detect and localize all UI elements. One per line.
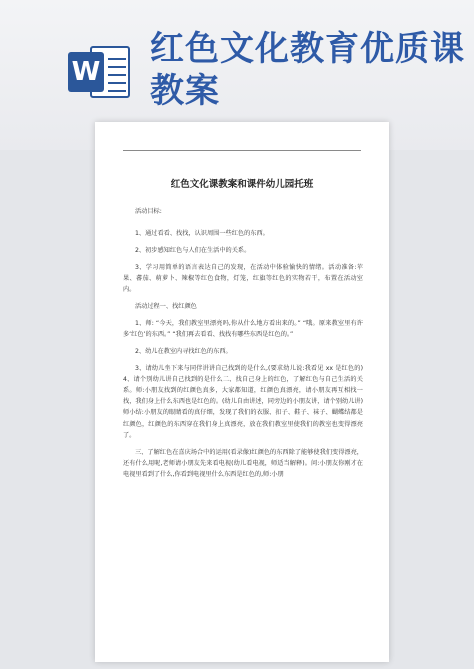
document-title: 红色文化课教案和课件幼儿园托班 bbox=[170, 179, 314, 190]
document-body bbox=[123, 206, 363, 486]
paragraph: 活动过程一、找红颜色 bbox=[135, 303, 197, 310]
header-rule bbox=[123, 150, 361, 151]
word-logo-letter: W bbox=[68, 52, 104, 92]
paragraph: 活动目标: bbox=[135, 208, 162, 215]
document-page bbox=[95, 122, 389, 662]
paragraph: 1、通过看看、找找，认识周围一些红色的东西。 bbox=[135, 230, 269, 238]
paragraph: 3、学习用简单的语言表达自己的发现，在活动中体验愉快的情绪。活动准备:苹果、蕃茄、萌萝卜、辣椒等红色食物，灯笼，红旗等红色的实物若干，布置在活动室内。 bbox=[123, 263, 363, 294]
paragraph: 三、了解红色在喜庆场合中的运用(看录像)红颜色的东西除了能够使我们变得漂亮，还有什么用呢,老师请小朋友先来看电视(幼儿看电视，师适当解释)。问:小朋友你刚才在电视里看到了什么,你看到电视里什么东西是红色的,师:小朋 bbox=[123, 448, 363, 479]
paragraph: 1、师: “今天，我们教室里漂亮吗,你从什么地方看出来的。” “哦。原来教室里有许多‘红色’的东西。” “我们再去看看、找找有哪些东西是红色的。” bbox=[123, 319, 363, 338]
paragraph: 2、幼儿在教室内寻找红色的东西。 bbox=[135, 347, 232, 355]
paragraph: 3、请幼儿坐下来与同伴讲讲自己找到的是什么,(要求幼儿说:我看见 xx 是红色的)4、请个别幼儿讲自己找到的是什么二、找自己身上的红色，了解红色与自己生活的关系。师:小朋友找到的红颜色真多，大家都知道，红颜色真漂亮，请小朋友再互相找一找，我们身上什么东西也是红色的。(幼儿自由讲述，同旁边的小朋友讲，请个别幼儿讲)师小结:小朋友的眼睛看的真仔细，发现了我们的衣服、扣子、鞋子、袜子、蝴蝶结都是红颜色，红颜色的东西穿在我们身上真漂亮，放在我们教室里使我们的教室也变得漂亮了。 bbox=[123, 364, 363, 439]
paragraph: 2、初步感知红色与人们在生活中的关系。 bbox=[135, 247, 251, 254]
banner-title: 红色文化教育优质课教案 bbox=[150, 29, 465, 111]
word-logo-icon bbox=[68, 40, 132, 104]
